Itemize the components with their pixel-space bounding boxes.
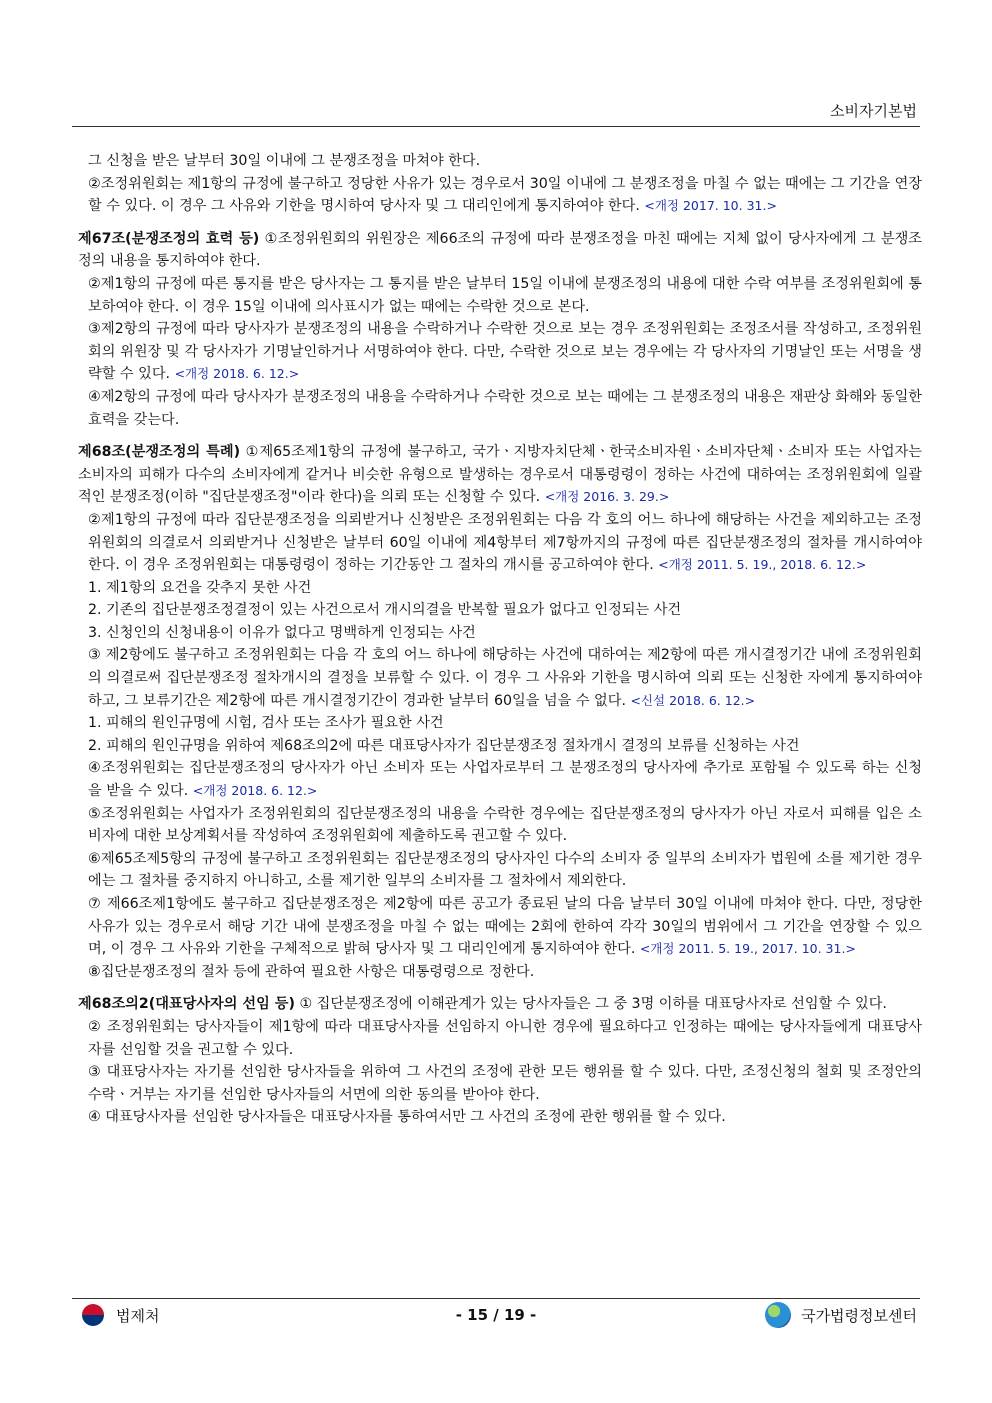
article-paragraph [78, 441, 922, 509]
clause-paragraph [78, 803, 922, 848]
clause-paragraph [78, 893, 922, 961]
paragraph-text: ⑧집단분쟁조정의 절차 등에 관하여 필요한 사항은 대통령령으로 정한다. [88, 963, 535, 980]
article-title: 제68조(분쟁조정의 특례) [78, 444, 241, 461]
paragraph-text: ③ 제2항에도 불구하고 조정위원회는 다음 각 호의 어느 하나에 해당하는 사건에 대하여는 제2항에 따른 개시결정기간 내에 조정위원회의 의결로써 집단분쟁조정 절차개시의 결정을 보류할 수 있다. 이 경우 그 사유와 기한을 명시하여 의뢰 또는 신청한 자에게 통지하여야 하고, 그 보류기간은 제2항에 따른 개시결정기간이 경과한 날부터 60일을 넘을 수 없다. [88, 647, 922, 709]
amendment-note: <신설 2018. 6. 12.> [630, 692, 756, 708]
paragraph-text: 3. 신청인의 신청내용이 이유가 없다고 명백하게 인정되는 사건 [88, 624, 476, 641]
page-number: - 15 / 19 - [455, 1306, 537, 1324]
paragraph-text: 1. 피해의 원인규명에 시험, 검사 또는 조사가 필요한 사건 [88, 715, 444, 732]
clause-paragraph [78, 1061, 922, 1106]
paragraph-text: ⑦ 제66조제1항에도 불구하고 집단분쟁조정은 제2항에 따른 공고가 종료된 날의 다음 날부터 30일 이내에 마쳐야 한다. 다만, 정당한 사유가 있는 경우로서 해당 기간 내에 분쟁조정을 마칠 수 없는 때에는 2회에 한하여 각각 30일의 범위에서 그 기간을 연장할 수 있으며, 이 경우 그 사유와 기한을 구체적으로 밝혀 당사자 및 그 대리인에게 통지하여야 한다. [88, 896, 922, 958]
paragraph-text: ③제2항의 규정에 따라 당사자가 분쟁조정의 내용을 수락하거나 수락한 것으로 보는 경우 조정위원회는 조정조서를 작성하고, 조정위원회의 위원장 및 각 당사자가 기명날인하거나 서명하여야 한다. 다만, 수락한 것으로 보는 경우에는 각 당사자의 기명날인 또는 서명을 생략할 수 있다. [88, 321, 922, 383]
paragraph-text: ② 조정위원회는 당사자들이 제1항에 따라 대표당사자를 선임하지 아니한 경우에 필요하다고 인정하는 때에는 당사자들에게 대표당사자를 선임할 것을 권고할 수 있다. [88, 1018, 922, 1058]
paragraph-text: ④조정위원회는 집단분쟁조정의 당사자가 아닌 소비자 또는 사업자로부터 그 분쟁조정의 당사자에 추가로 포함될 수 있도록 하는 신청을 받을 수 있다. [88, 760, 922, 800]
article-title: 제68조의2(대표당사자의 선임 등) [78, 996, 295, 1013]
amendment-note: <개정 2011. 5. 19., 2018. 6. 12.> [658, 557, 867, 573]
paragraph-text: ③ 대표당사자는 자기를 선임한 당사자들을 위하여 그 사건의 조정에 관한 모든 행위를 할 수 있다. 다만, 조정신청의 철회 및 조정안의 수락ㆍ거부는 자기를 선임한 당사자들의 서면에 의한 동의를 받아야 한다. [88, 1064, 922, 1103]
amendment-note: <개정 2016. 3. 29.> [544, 489, 670, 505]
clause-paragraph [78, 318, 922, 386]
clause-paragraph [78, 735, 922, 758]
clause-paragraph [78, 173, 922, 218]
footer-left-label: 법제처 [116, 1306, 160, 1325]
paragraph-text: ⑥제65조제5항의 규정에 불구하고 조정위원회는 집단분쟁조정의 당사자인 다수의 소비자 중 일부의 소비자가 법원에 소를 제기한 경우에는 그 절차를 중지하지 아니하고, 소를 제기한 일부의 소비자를 그 절차에서 제외한다. [88, 850, 922, 890]
clause-paragraph [78, 622, 922, 645]
article-title: 제67조(분쟁조정의 효력 등) [78, 230, 260, 247]
clause-paragraph [78, 273, 922, 318]
clause-paragraph [78, 509, 922, 577]
clause-paragraph [78, 1016, 922, 1061]
amendment-note: <개정 2011. 5. 19., 2017. 10. 31.> [639, 941, 856, 957]
paragraph-text: ②조정위원회는 제1항의 규정에 불구하고 정당한 사유가 있는 경우로서 30일 이내에 그 분쟁조정을 마칠 수 없는 때에는 그 기간을 연장할 수 있다. 이 경우 그 사유와 기한을 명시하여 당사자 및 그 대리인에게 통지하여야 한다. [88, 175, 922, 215]
paragraph-text: 그 신청을 받은 날부터 30일 이내에 그 분쟁조정을 마쳐야 한다. [88, 153, 481, 169]
clause-paragraph [78, 386, 922, 431]
clause-paragraph [78, 577, 922, 600]
footer-right [765, 1302, 917, 1328]
law-text-body [78, 150, 922, 1129]
paragraph-text: ②제1항의 규정에 따른 통지를 받은 당사자는 그 통지를 받은 날부터 15일 이내에 분쟁조정의 내용에 대한 수락 여부를 조정위원회에 통보하여야 한다. 이 경우 15일 이내에 의사표시가 없는 때에는 수락한 것으로 본다. [88, 275, 922, 315]
clause-paragraph [78, 644, 922, 712]
amendment-note: <개정 2017. 10. 31.> [644, 198, 777, 214]
clause-paragraph [78, 757, 922, 802]
clause-paragraph [78, 150, 922, 173]
article-paragraph [78, 993, 922, 1016]
paragraph-text: 1. 제1항의 요건을 갖추지 못한 사건 [88, 579, 312, 596]
clause-paragraph [78, 599, 922, 622]
globe-logo-icon [765, 1302, 791, 1328]
footer-right-label: 국가법령정보센터 [801, 1306, 917, 1325]
paragraph-text: ① 집단분쟁조정에 이해관계가 있는 당사자들은 그 중 3명 이하를 대표당사자로 선임할 수 있다. [294, 996, 887, 1013]
paragraph-text: ④ 대표당사자를 선임한 당사자들은 대표당사자를 통하여서만 그 사건의 조정에 관한 행위를 할 수 있다. [88, 1109, 726, 1126]
paragraph-text: ②제1항의 규정에 따라 집단분쟁조정을 의뢰받거나 신청받은 조정위원회는 다음 각 호의 어느 하나에 해당하는 사건을 제외하고는 조정위원회의 의결로서 의뢰받거나 신청받은 날부터 60일 이내에 제4항부터 제7항까지의 규정에 따른 집단분쟁조정의 절차를 개시하여야 한다. 이 경우 조정위원회는 대통령령이 정하는 기간동안 그 절차의 개시를 공고하여야 한다. [88, 511, 922, 574]
clause-paragraph [78, 1106, 922, 1129]
paragraph-text: ①제65조제1항의 규정에 불구하고, 국가ㆍ지방자치단체ㆍ한국소비자원ㆍ소비자단체ㆍ소비자 또는 사업자는 소비자의 피해가 다수의 소비자에게 같거나 비슷한 유형으로 발생하는 경우로서 대통령령이 정하는 사건에 대하여는 조정위원회에 일괄적인 분쟁조정(이하 "집단분쟁조정"이라 한다)을 의뢰 또는 신청할 수 있다. [78, 444, 922, 506]
clause-paragraph [78, 712, 922, 735]
clause-paragraph [78, 961, 922, 984]
amendment-note: <개정 2018. 6. 12.> [192, 783, 318, 799]
article-paragraph [78, 228, 922, 273]
header-divider [72, 126, 920, 127]
paragraph-text: 2. 기존의 집단분쟁조정결정이 있는 사건으로서 개시의결을 반복할 필요가 없다고 인정되는 사건 [88, 602, 682, 619]
paragraph-text: ④제2항의 규정에 따라 당사자가 분쟁조정의 내용을 수락하거나 수락한 것으로 보는 때에는 그 분쟁조정의 내용은 재판상 화해와 동일한 효력을 갖는다. [88, 388, 922, 428]
footer-divider [72, 1298, 920, 1299]
amendment-note: <개정 2018. 6. 12.> [174, 366, 300, 382]
document-title: 소비자기본법 [830, 102, 917, 120]
paragraph-text: 2. 피해의 원인규명을 위하여 제68조의2에 따른 대표당사자가 집단분쟁조정 절차개시 결정의 보류를 신청하는 사건 [88, 737, 800, 754]
paragraph-text: ①조정위원회의 위원장은 제66조의 규정에 따라 분쟁조정을 마친 때에는 지체 없이 당사자에게 그 분쟁조정의 내용을 통지하여야 한다. [78, 230, 922, 270]
paragraph-text: ⑤조정위원회는 사업자가 조정위원회의 집단분쟁조정의 내용을 수락한 경우에는 집단분쟁조정의 당사자가 아닌 자로서 피해를 입은 소비자에 대한 보상계획서를 작성하여 조정위원회에 제출하도록 권고할 수 있다. [88, 805, 922, 845]
clause-paragraph [78, 848, 922, 893]
